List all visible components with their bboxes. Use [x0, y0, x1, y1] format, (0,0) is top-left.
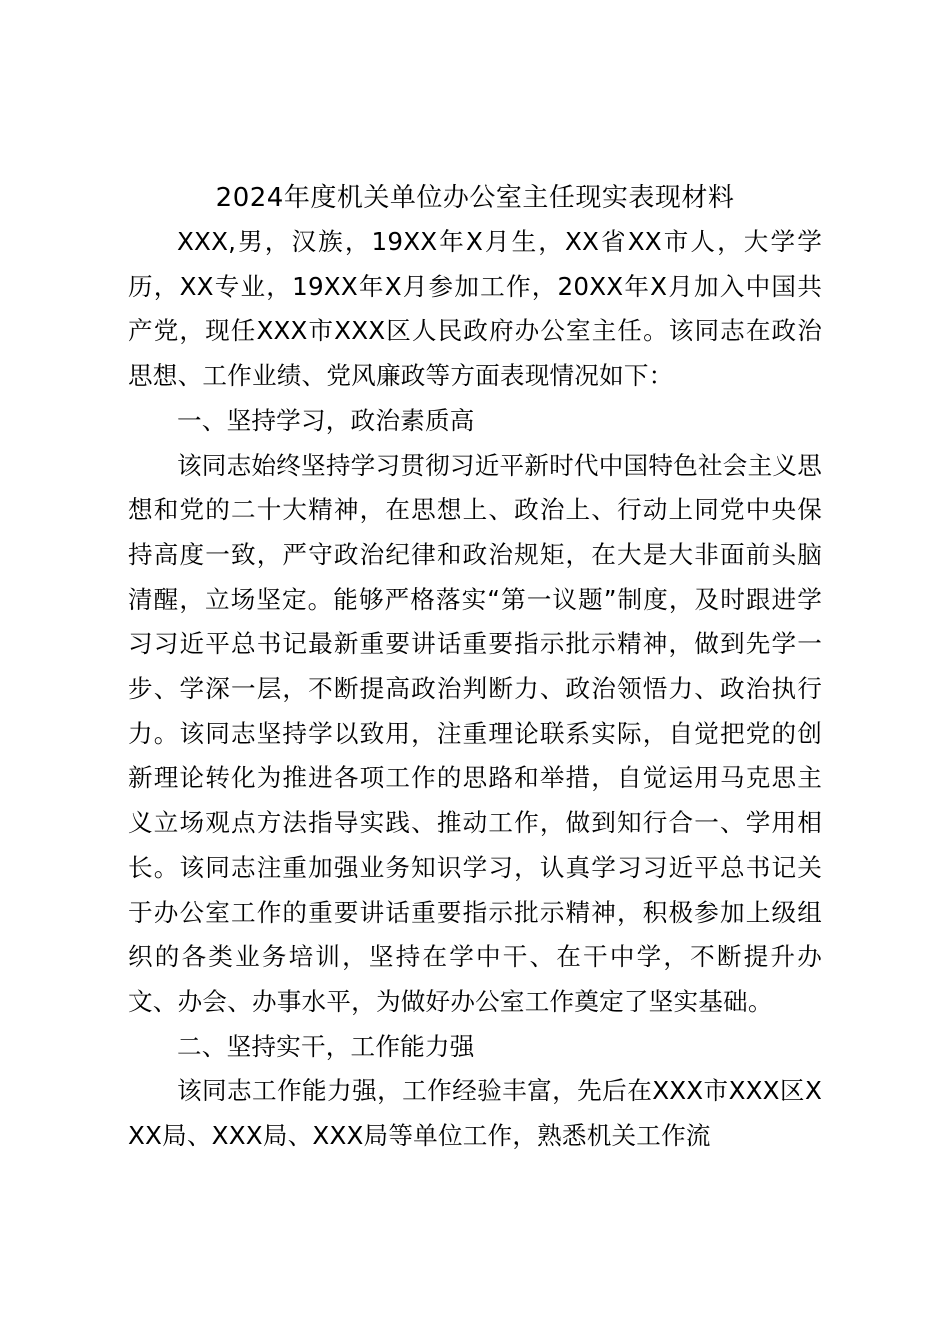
intro-paragraph: XXX,男，汉族，19XX年X月生，XX省XX市人，大学学历，XX专业，19XX年X月参加工作，20XX年X月加入中国共产党，现任XXX市XXX区人民政府办公室主任。该同志在政治思想、工作业绩、党风廉政等方面表现情况如下： [128, 227, 822, 391]
section-body-1: 该同志始终坚持学习贯彻习近平新时代中国特色社会主义思想和党的二十大精神，在思想上、政治上、行动上同党中央保持高度一致，严守政治纪律和政治规矩，在大是大非面前头脑清醒，立场坚定。能够严格落实“第一议题”制度，及时跟进学习习近平总书记最新重要讲话重要指示批示精神，做到先学一步、学深一层，不断提高政治判断力、政治领悟力、政治执行力。该同志坚持学以致用，注重理论联系实际，自觉把党的创新理论转化为推进各项工作的思路和举措，自觉运用马克思主义立场观点方法指导实践、推动工作，做到知行合一、学用相长。该同志注重加强业务知识学习，认真学习习近平总书记关于办公室工作的重要讲话重要指示批示精神，积极参加上级组织的各类业务培训，坚持在学中干、在干中学，不断提升办文、办会、办事水平，为做好办公室工作奠定了坚实基础。 [128, 450, 822, 1016]
section-heading-2: 二、坚持实干，工作能力强 [177, 1031, 475, 1061]
section-heading-1: 一、坚持学习，政治素质高 [177, 405, 475, 435]
document-title: 2024年度机关单位办公室主任现实表现材料 [215, 183, 735, 213]
section-body-2: 该同志工作能力强，工作经验丰富，先后在XXX市XXX区XXX局、XXX局、XXX局等单位工作，熟悉机关工作流 [128, 1076, 822, 1151]
document-page [128, 176, 822, 1159]
